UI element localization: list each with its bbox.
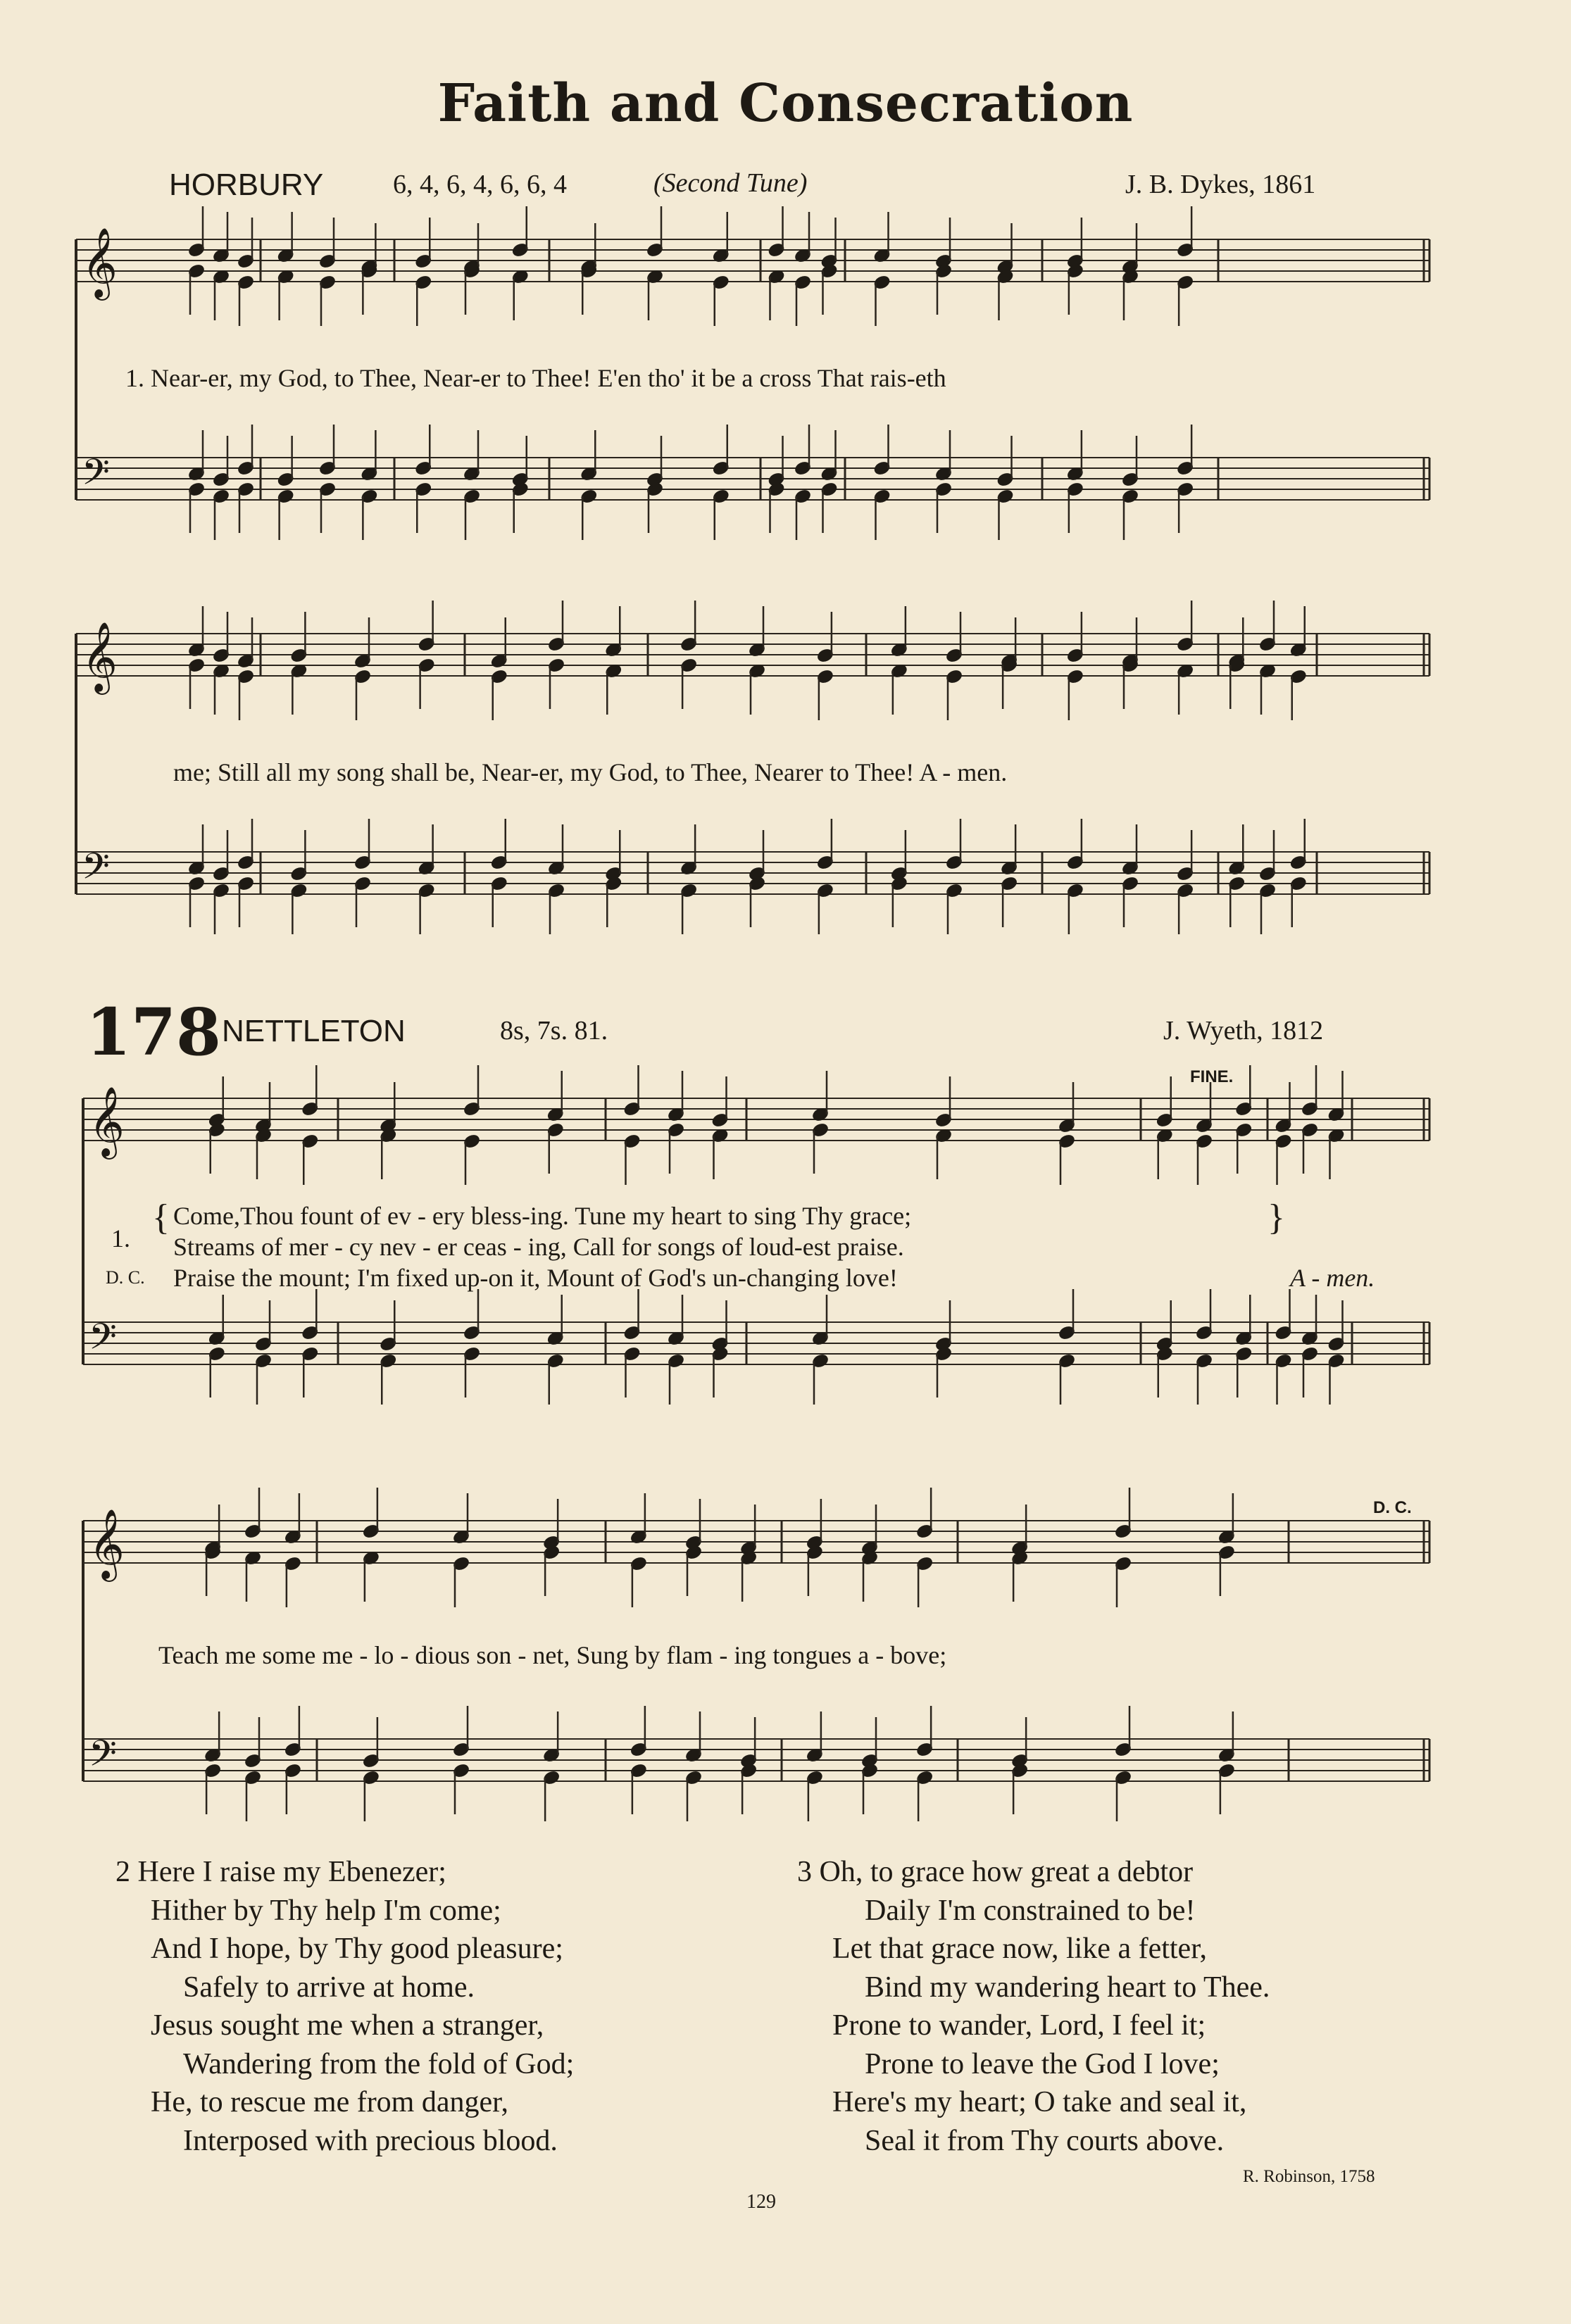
lyrics-178-dc: Praise the mount; I'm fixed up-on it, Mount of God's un-changing love! [173, 1264, 898, 1292]
treble-clef: 𝄞 [89, 1509, 125, 1579]
stanza-line: Bind my wandering heart to Thee. [865, 1971, 1270, 2004]
stanza-3 [797, 1853, 1270, 2160]
bass-clef: 𝄢 [82, 845, 110, 896]
stanza-line: He, to rescue me from danger, [151, 2086, 508, 2118]
author-attribution: R. Robinson, 1758 [1243, 2167, 1375, 2186]
dc-marker: D. C. [1373, 1498, 1412, 1517]
bass-clef: 𝄢 [89, 1732, 117, 1783]
lyrics-178-a: Come,Thou fount of ev - ery bless-ing. Tune my heart to sing Thy grace; [173, 1202, 912, 1230]
stanza-line: Prone to wander, Lord, I feel it; [832, 2009, 1206, 2042]
composer-horbury: J. B. Dykes, 1861 [1125, 170, 1316, 199]
composer-nettleton: J. Wyeth, 1812 [1163, 1016, 1324, 1045]
fine-marker: FINE. [1190, 1067, 1234, 1086]
stanza-line: Jesus sought me when a stranger, [151, 2009, 544, 2042]
treble-clef: 𝄞 [82, 622, 118, 692]
tune-note: (Second Tune) [653, 168, 808, 198]
lyrics-178-b: Streams of mer - cy nev - er ceas - ing, Call for songs of loud-est praise. [173, 1233, 904, 1261]
stanza-line: Prone to leave the God I love; [865, 2047, 1220, 2080]
stanza-line: Let that grace now, like a fetter, [832, 1933, 1207, 1965]
stanza-number: 1. [111, 1224, 130, 1252]
page-number: 129 [746, 2191, 776, 2213]
stanza-line: 3 Oh, to grace how great a debtor [797, 1856, 1194, 1888]
tune-name-nettleton: NETTLETON [222, 1014, 406, 1048]
stanza-line: Daily I'm constrained to be! [865, 1894, 1196, 1927]
bass-clef: 𝄢 [89, 1315, 117, 1367]
amen: A - men. [1290, 1264, 1375, 1292]
treble-clef: 𝄞 [89, 1086, 125, 1157]
stanza-line: Here's my heart; O take and seal it, [832, 2086, 1247, 2118]
stanza-line: 2 Here I raise my Ebenezer; [115, 1856, 446, 1888]
stanza-line: Hither by Thy help I'm come; [151, 1894, 501, 1927]
stanza-line: Seal it from Thy courts above. [865, 2124, 1225, 2157]
stanza-line: Wandering from the fold of God; [183, 2047, 575, 2080]
treble-clef: 𝄞 [82, 227, 118, 298]
lyrics-horbury-line2: me; Still all my song shall be, Near-er, my God, to Thee, Nearer to Thee! A - men. [173, 758, 1008, 786]
dc-label: D. C. [106, 1267, 145, 1288]
tune-name-horbury: HORBURY [169, 168, 324, 202]
bass-clef: 𝄢 [82, 451, 110, 502]
lyrics-178-c: Teach me some me - lo - dious son - net, Sung by flam - ing tongues a - bove; [158, 1641, 947, 1669]
brace-left: { [152, 1198, 170, 1238]
page-title: Faith and Consecration [437, 73, 1134, 134]
meter-nettleton: 8s, 7s. 81. [500, 1016, 608, 1045]
hymn-number: 178 [86, 994, 222, 1070]
brace-right: } [1268, 1198, 1285, 1238]
stanza-line: Safely to arrive at home. [183, 1971, 475, 2004]
stanza-line: And I hope, by Thy good pleasure; [151, 1933, 563, 1965]
meter-horbury: 6, 4, 6, 4, 6, 6, 4 [393, 170, 567, 199]
stanza-line: Interposed with precious blood. [183, 2124, 558, 2157]
stanza-2 [115, 1853, 574, 2160]
lyrics-horbury-line1: 1. Near-er, my God, to Thee, Near-er to Thee! E'en tho' it be a cross That rais-eth [125, 364, 946, 392]
